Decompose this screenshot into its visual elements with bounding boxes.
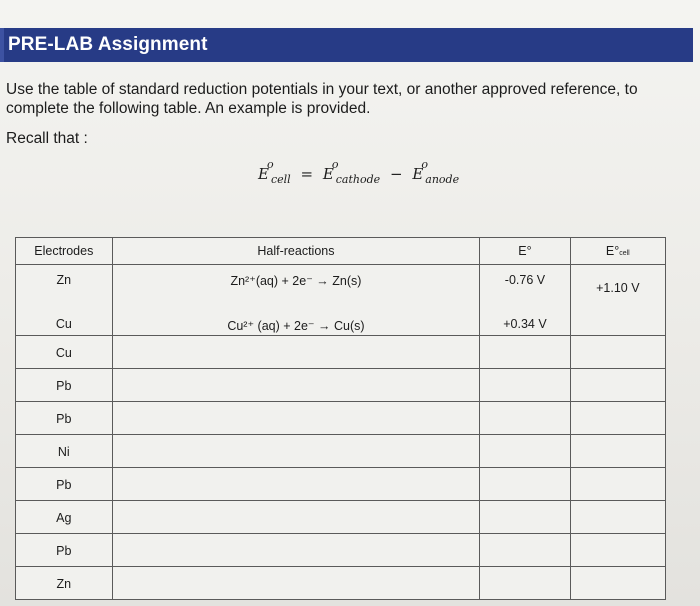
electrode-cell: Cu xyxy=(16,336,113,369)
table-header-row xyxy=(16,238,666,265)
ecell-input-cell[interactable] xyxy=(570,369,665,402)
example-electrode-2: Cu xyxy=(55,317,72,331)
minus-sign: − xyxy=(389,165,403,183)
header-ecell: E°cell xyxy=(570,238,665,265)
example-ecell-value: +1.10 V xyxy=(596,281,640,295)
table-row xyxy=(16,468,666,501)
header-half-reactions: Half-reactions xyxy=(112,238,480,265)
header-e0: E° xyxy=(480,238,570,265)
half-reaction-input-cell[interactable] xyxy=(112,468,480,501)
prelab-table xyxy=(15,237,666,600)
table-row xyxy=(16,567,666,600)
electrode-cell: Pb xyxy=(16,369,113,402)
e0-input-cell[interactable] xyxy=(480,534,570,567)
table-row xyxy=(16,369,666,402)
example-electrodes-cell xyxy=(16,265,113,336)
ecell-input-cell[interactable] xyxy=(570,567,665,600)
table-row xyxy=(16,501,666,534)
ecell-input-cell[interactable] xyxy=(570,435,665,468)
e0-input-cell[interactable] xyxy=(480,501,570,534)
ecell-input-cell[interactable] xyxy=(570,402,665,435)
ecell-input-cell[interactable] xyxy=(570,468,665,501)
e0-input-cell[interactable] xyxy=(480,402,570,435)
half-reaction-input-cell[interactable] xyxy=(112,567,480,600)
e0-input-cell[interactable] xyxy=(480,567,570,600)
electrode-cell: Ag xyxy=(16,501,113,534)
half-reaction-input-cell[interactable] xyxy=(112,402,480,435)
example-e0-1: -0.76 V xyxy=(504,273,546,287)
ecell-input-cell[interactable] xyxy=(570,501,665,534)
example-reaction-2: Cu²⁺ (aq) + 2e⁻ → Cu(s) xyxy=(227,319,365,333)
example-e0-cell xyxy=(480,265,570,336)
half-reaction-input-cell[interactable] xyxy=(112,336,480,369)
electrode-cell: Pb xyxy=(16,534,113,567)
header-electrodes: Electrodes xyxy=(16,238,113,265)
e0-input-cell[interactable] xyxy=(480,468,570,501)
electrode-cell: Pb xyxy=(16,468,113,501)
example-ecell-cell xyxy=(570,265,665,336)
e0-input-cell[interactable] xyxy=(480,336,570,369)
cell-potential-formula xyxy=(258,158,460,186)
electrode-cell: Ni xyxy=(16,435,113,468)
page-title: PRE-LAB Assignment xyxy=(8,34,208,55)
ecell-input-cell[interactable] xyxy=(570,336,665,369)
e0-input-cell[interactable] xyxy=(480,435,570,468)
equals-sign: = xyxy=(300,165,314,183)
example-e0-2: +0.34 V xyxy=(503,317,547,331)
table-row xyxy=(16,402,666,435)
ecell-input-cell[interactable] xyxy=(570,534,665,567)
half-reaction-input-cell[interactable] xyxy=(112,369,480,402)
formula-term-anode: E o $_{anode}$ xyxy=(412,158,460,186)
half-reaction-input-cell[interactable] xyxy=(112,435,480,468)
header-bar xyxy=(0,28,693,62)
formula-term-cell: E o $_{cell}$ xyxy=(258,158,291,186)
electrode-cell: Zn xyxy=(16,567,113,600)
example-reactions-cell xyxy=(112,265,480,336)
instructions-text: Use the table of standard reduction potentials in your text, or another approved reference, to complete the following table. An example is provided. xyxy=(6,81,638,117)
table-row xyxy=(16,336,666,369)
half-reaction-input-cell[interactable] xyxy=(112,501,480,534)
example-reaction-1: Zn²⁺(aq) + 2e⁻ → Zn(s) xyxy=(230,274,362,288)
table-row xyxy=(16,435,666,468)
example-electrode-1: Zn xyxy=(56,273,72,287)
recall-text: Recall that : xyxy=(6,130,88,147)
table-row xyxy=(16,534,666,567)
electrode-cell: Pb xyxy=(16,402,113,435)
header-accent xyxy=(0,28,4,62)
e0-input-cell[interactable] xyxy=(480,369,570,402)
half-reaction-input-cell[interactable] xyxy=(112,534,480,567)
example-row xyxy=(16,265,666,336)
formula-term-cathode: E o $_{cathode}$ xyxy=(322,158,381,186)
